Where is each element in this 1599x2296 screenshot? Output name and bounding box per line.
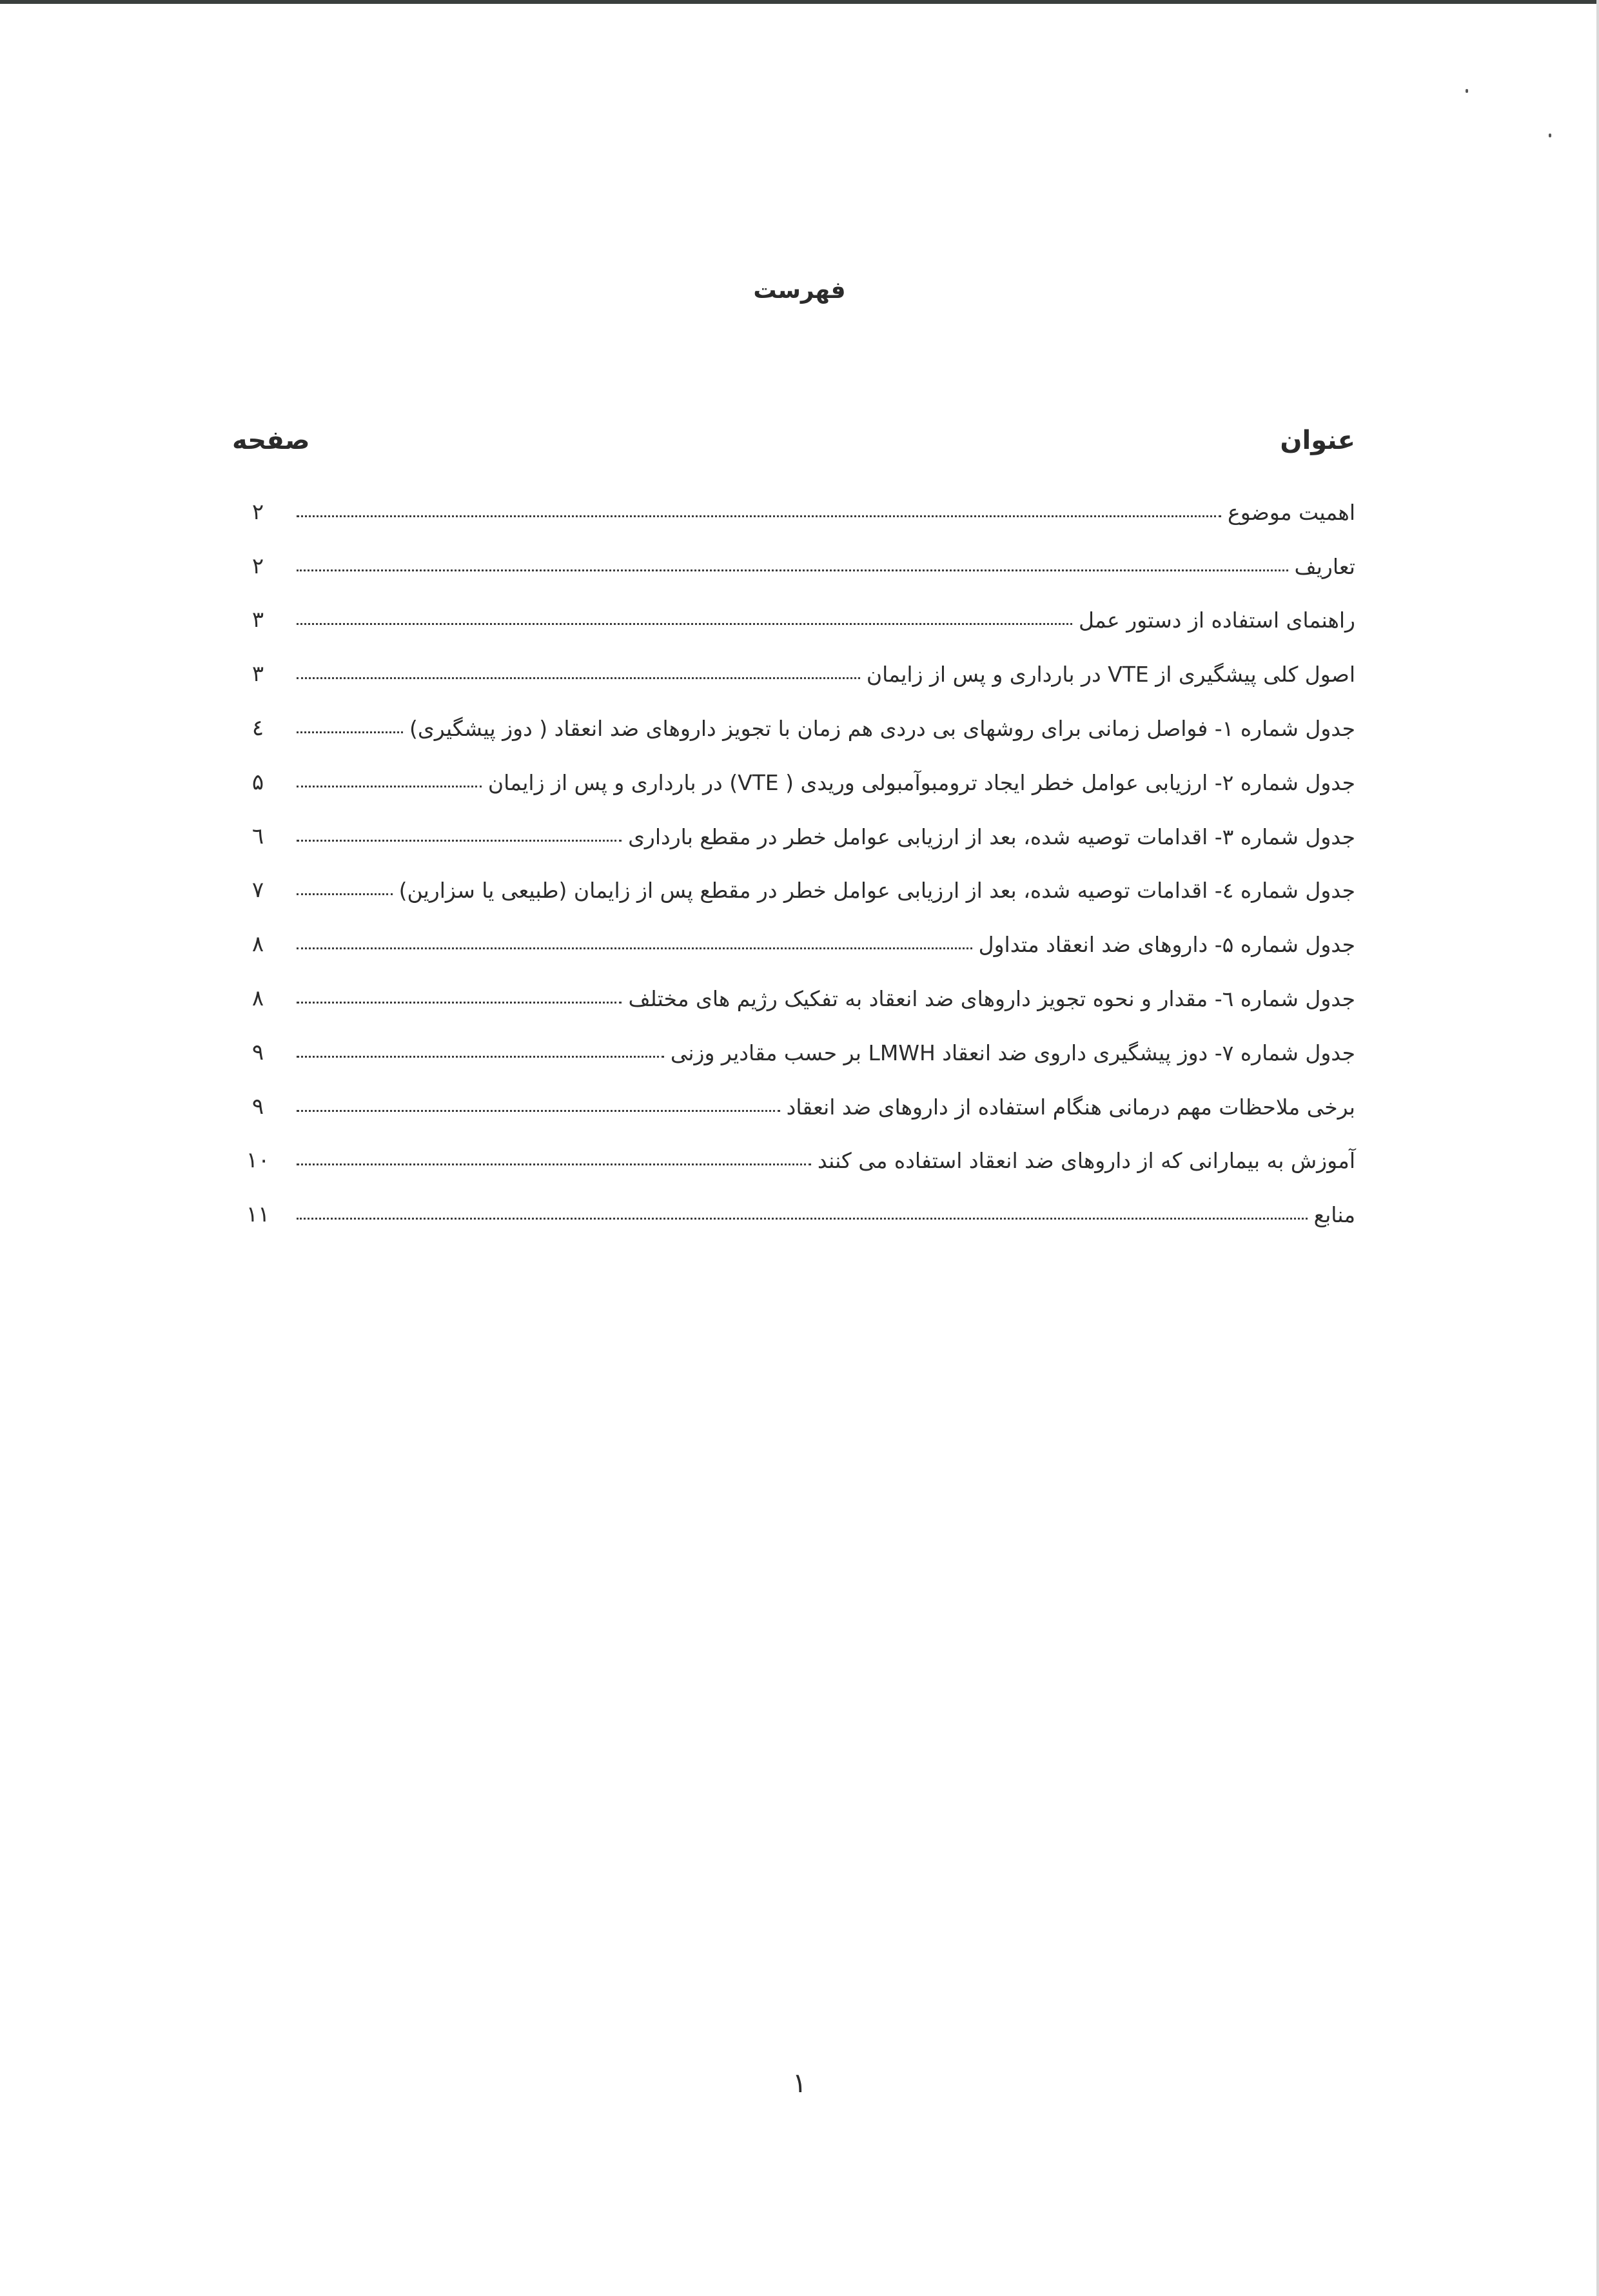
scan-edge-top — [0, 0, 1599, 4]
toc-dot-leader — [297, 1163, 811, 1165]
toc-entry[interactable] — [219, 741, 1355, 795]
toc-entry[interactable] — [219, 903, 1355, 957]
scan-edge-right — [1596, 0, 1599, 2296]
toc-entry-title: جدول شماره ۳- اقدامات توصیه شده، بعد از ارزیابی عوامل خطر در مقطع بارداری — [628, 824, 1355, 849]
toc-entry-page: ۵ — [251, 769, 264, 795]
toc-entry-title: جدول شماره ۲- ارزیابی عوامل خطر ایجاد ترومبوآمبولی وریدی ( VTE) در بارداری و پس از زایمان — [487, 769, 1355, 795]
toc-entry-title: اهمیت موضوع — [1228, 499, 1355, 525]
toc-dot-leader — [297, 893, 393, 895]
toc-dot-leader — [297, 1218, 1308, 1220]
toc-header-title: عنوان — [1280, 426, 1355, 455]
toc-entry-title: جدول شماره ٦- مقدار و نحوه تجویز داروهای ضد انعقاد به تفکیک رژیم های مختلف — [628, 985, 1355, 1011]
toc-entry-page: ۲ — [251, 553, 264, 579]
toc-entry[interactable] — [219, 525, 1355, 579]
toc-entry[interactable] — [219, 471, 1355, 525]
toc-entry[interactable] — [219, 1173, 1355, 1227]
toc-entry-title: راهنمای استفاده از دستور عمل — [1078, 608, 1355, 633]
scan-speck — [1549, 134, 1551, 137]
toc-entry-page: ۸ — [251, 931, 264, 958]
toc-dot-leader — [297, 840, 622, 842]
toc-dot-leader — [297, 947, 972, 949]
toc-entry-page: ۹ — [251, 1093, 264, 1120]
toc-entry[interactable] — [219, 687, 1355, 741]
toc-entry[interactable] — [219, 957, 1355, 1011]
toc-entry-title: جدول شماره ٤- اقدامات توصیه شده، بعد از ارزیابی عوامل خطر در مقطع پس از زایمان (طبیعی یا سزارین) — [398, 878, 1355, 904]
toc-entry-page: ۲ — [251, 499, 264, 525]
toc-header — [219, 426, 1355, 471]
toc-entry-title: آموزش به بیمارانی که از داروهای ضد انعقاد استفاده می کنند — [817, 1148, 1355, 1174]
toc-entry-page: ٦ — [251, 823, 264, 849]
page-number: ۱ — [792, 2067, 807, 2099]
toc-entry[interactable] — [219, 633, 1355, 687]
scan-speck — [1466, 89, 1468, 93]
toc-entry-title: تعاریف — [1294, 553, 1355, 579]
toc-entry[interactable] — [219, 1065, 1355, 1120]
toc-dot-leader — [297, 731, 403, 733]
toc-header-page: صفحه — [232, 426, 310, 455]
toc-entry-page: ۱۰ — [246, 1147, 270, 1174]
toc-dot-leader — [297, 786, 482, 787]
toc-entry-page: ۳ — [251, 607, 264, 633]
toc-entry-title: اصول کلی پیشگیری از VTE در بارداری و پس از زایمان — [866, 662, 1355, 688]
table-of-contents — [219, 426, 1355, 1227]
toc-entry-title: برخی ملاحظات مهم درمانی هنگام استفاده از داروهای ضد انعقاد — [786, 1094, 1355, 1120]
toc-entry-page: ۱۱ — [246, 1202, 270, 1228]
toc-entry[interactable] — [219, 795, 1355, 849]
toc-entry[interactable] — [219, 849, 1355, 904]
toc-entry-title: جدول شماره ۷- دوز پیشگیری داروی ضد انعقاد LMWH بر حسب مقادیر وزنی — [670, 1040, 1355, 1065]
page-title: فهرست — [753, 277, 846, 304]
toc-entry[interactable] — [219, 1120, 1355, 1174]
toc-entry-page: ٤ — [251, 715, 264, 741]
toc-entry-title: منابع — [1313, 1202, 1355, 1228]
toc-dot-leader — [297, 623, 1072, 625]
toc-entry[interactable] — [219, 579, 1355, 633]
toc-dot-leader — [297, 1002, 622, 1004]
toc-dot-leader — [297, 515, 1221, 517]
toc-entry[interactable] — [219, 1011, 1355, 1065]
toc-dot-leader — [297, 677, 860, 679]
toc-dot-leader — [297, 569, 1288, 571]
toc-entry-page: ۳ — [251, 661, 264, 688]
toc-entry-page: ۸ — [251, 985, 264, 1011]
toc-entry-page: ۹ — [251, 1039, 264, 1065]
toc-dot-leader — [297, 1110, 780, 1112]
toc-entry-title: جدول شماره ۱- فواصل زمانی برای روشهای بی دردی هم زمان با تجویز داروهای ضد انعقاد ( دوز پیشگیری) — [409, 715, 1355, 741]
toc-entry-page: ۷ — [251, 877, 264, 904]
toc-dot-leader — [297, 1056, 664, 1058]
toc-entry-title: جدول شماره ۵- داروهای ضد انعقاد متداول — [978, 932, 1355, 958]
